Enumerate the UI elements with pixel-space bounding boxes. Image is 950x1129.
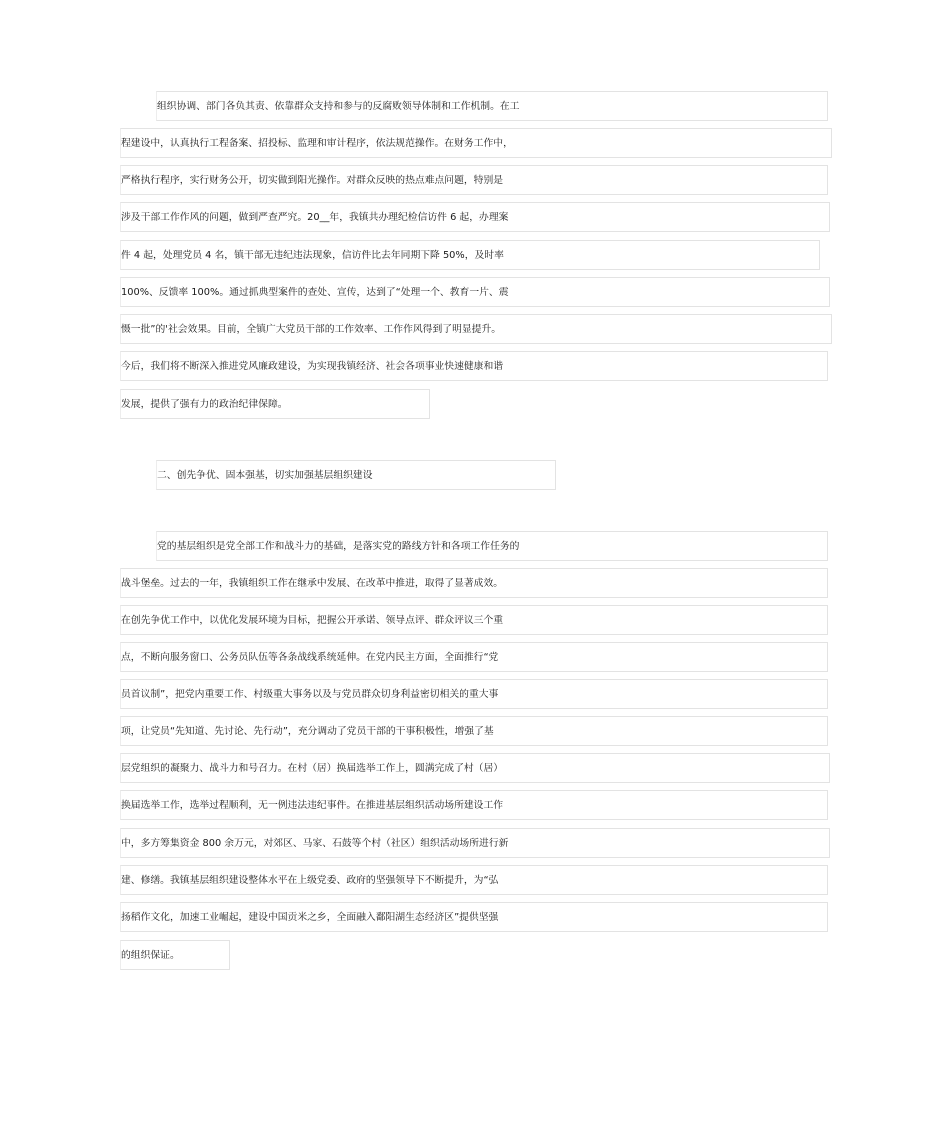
text-line: 100%、反馈率 100%。通过抓典型案件的查处、宣传，达到了“处理一个、教育一片、震 [120, 277, 830, 307]
text-line: 换届选举工作，选举过程顺利，无一例违法违纪事件。在推进基层组织活动场所建设工作 [120, 790, 828, 820]
text-line: 的组织保证。 [120, 940, 230, 970]
text-line: 组织协调、部门各负其责、依靠群众支持和参与的反腐败领导体制和工作机制。在工 [156, 91, 828, 121]
text-line: 员首议制”，把党内重要工作、村级重大事务以及与党员群众切身利益密切相关的重大事 [120, 679, 828, 709]
text-line: 中，多方筹集资金 800 余万元，对郊区、马家、石鼓等个村（社区）组织活动场所进行新 [120, 828, 830, 858]
text-line: 慑一批”的'社会效果。目前，全镇广大党员干部的工作效率、工作作风得到了明显提升。 [120, 314, 832, 344]
text-line: 今后，我们将不断深入推进党风廉政建设，为实现我镇经济、社会各项事业快速健康和谐 [120, 351, 828, 381]
text-line: 涉及干部工作作风的问题，做到严查严究。20__年，我镇共办理纪检信访件 6 起，办理案 [120, 202, 830, 232]
text-line: 件 4 起，处理党员 4 名，镇干部无违纪违法现象，信访件比去年同期下降 50%，及时率 [120, 240, 820, 270]
section-heading: 二、创先争优、固本强基，切实加强基层组织建设 [156, 460, 556, 490]
text-line: 发展，提供了强有力的政治纪律保障。 [120, 389, 430, 419]
text-line: 程建设中，认真执行工程备案、招投标、监理和审计程序，依法规范操作。在财务工作中， [120, 128, 832, 158]
text-line: 层党组织的凝聚力、战斗力和号召力。在村（居）换届选举工作上，圆满完成了村（居） [120, 753, 830, 783]
text-line: 战斗堡垒。过去的一年，我镇组织工作在继承中发展、在改革中推进，取得了显著成效。 [120, 568, 828, 598]
text-line: 建、修缮。我镇基层组织建设整体水平在上级党委、政府的坚强领导下不断提升，为“弘 [120, 865, 828, 895]
text-line: 扬稻作文化，加速工业崛起，建设中国贡米之乡，全面融入鄱阳湖生态经济区”提供坚强 [120, 902, 828, 932]
text-line: 严格执行程序，实行财务公开，切实做到阳光操作。对群众反映的热点难点问题，特别是 [120, 165, 828, 195]
text-line: 党的基层组织是党全部工作和战斗力的基础，是落实党的路线方针和各项工作任务的 [156, 531, 828, 561]
text-line: 在创先争优工作中，以优化发展环境为目标，把握公开承诺、领导点评、群众评议三个重 [120, 605, 828, 635]
text-line: 项，让党员“先知道、先讨论、先行动”，充分调动了党员干部的干事积极性，增强了基 [120, 716, 828, 746]
text-line: 点，不断向服务窗口、公务员队伍等各条战线系统延伸。在党内民主方面，全面推行“党 [120, 642, 828, 672]
